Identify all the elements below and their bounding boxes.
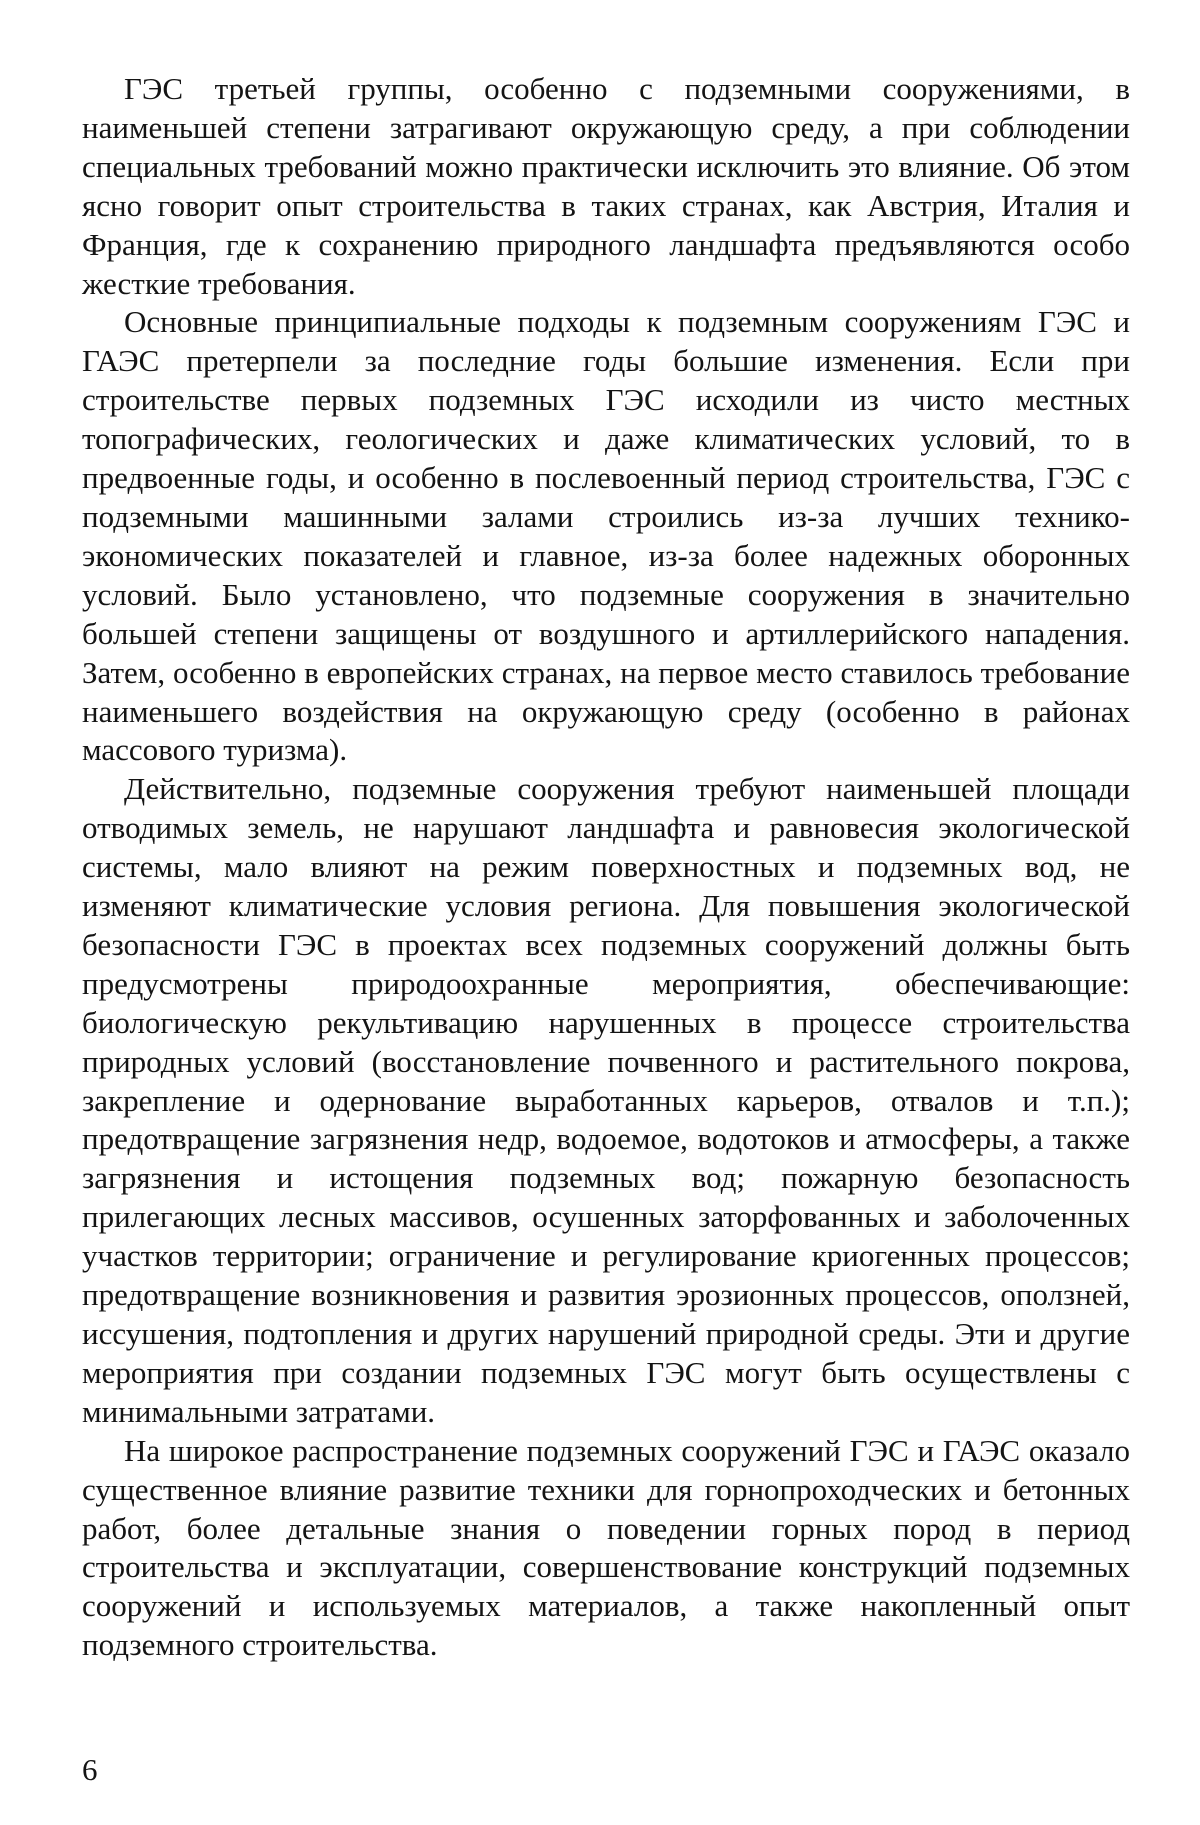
page-body bbox=[82, 70, 1130, 1665]
page-number: 6 bbox=[82, 1752, 98, 1787]
paragraph-2: Основные принципиальные подходы к подземным сооружениям ГЭС и ГАЭС претерпели за последние годы большие изменения. Если при строительстве первых подземных ГЭС исходили из чисто местных топографических, геологических и даже климатических условий, то в предвоенные годы, и особенно в послевоенный период строительства, ГЭС с подземными машинными залами строились из-за лучших технико-экономических показателей и главное, из-за более надежных оборонных условий. Было установлено, что подземные сооружения в значительно большей степени защищены от воздушного и артиллерийского нападения. Затем, особенно в европейских странах, на первое место ставилось требование наименьшего воздействия на окружающую среду (особенно в районах массового туризма). bbox=[82, 304, 1130, 768]
paragraph-3: Действительно, подземные сооружения требуют наименьшей площади отводимых земель, не нарушают ландшафта и равновесия экологической системы, мало влияют на режим поверхностных и подземных вод, не изменяют климатические условия региона. Для повышения экологической безопасности ГЭС в проектах всех подземных сооружений должны быть предусмотрены природоохранные мероприятия, обеспечивающие: биологическую рекультивацию нарушенных в процессе строительства природных условий (восстановление почвенного и растительного покрова, закрепление и одернование выработанных карьеров, отвалов и т.п.); предотвращение загрязнения недр, водоемое, водотоков и атмосферы, а также загрязнения и истощения подземных вод; пожарную безопасность прилегающих лесных массивов, осушенных заторфованных и заболоченных участков территории; ограничение и регулирование криогенных процессов; предотвращение возникновения и развития эрозионных процессов, оползней, иссушения, подтопления и других нарушений природной среды. Эти и другие мероприятия при создании подземных ГЭС могут быть осуществлены с минимальными затратами. bbox=[82, 771, 1130, 1429]
paragraph-1: ГЭС третьей группы, особенно с подземными сооружениями, в наименьшей степени затрагивают окружающую среду, а при соблюдении специальных требований можно практически исключить это влияние. Об этом ясно говорит опыт строительства в таких странах, как Австрия, Италия и Франция, где к сохранению природного ландшафта предъявляются особо жесткие требования. bbox=[82, 71, 1130, 301]
paragraph-4: На широкое распространение подземных сооружений ГЭС и ГАЭС оказало существенное влияние развитие техники для горнопроходческих и бетонных работ, более детальные знания о поведении горных пород в период строительства и эксплуатации, совершенствование конструкций подземных сооружений и используемых материалов, а также накопленный опыт подземного строительства. bbox=[82, 1432, 1130, 1663]
